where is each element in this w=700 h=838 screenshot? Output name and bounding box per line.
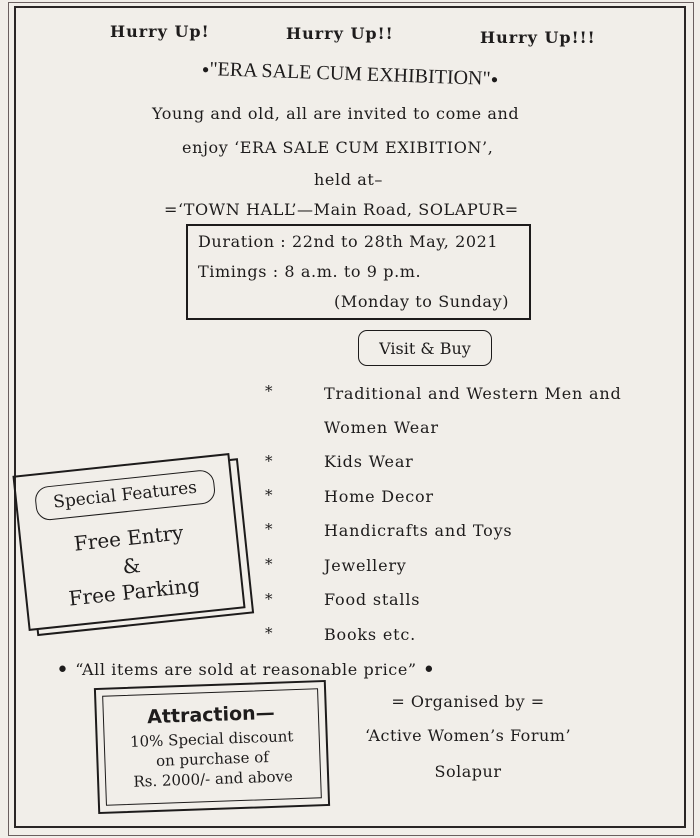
free-entry-text: Free Entry (72, 520, 185, 556)
free-parking-text: Free Parking (67, 572, 201, 611)
venue-line: =‘TOWN HALL’—Main Road, SOLAPUR= (164, 200, 519, 219)
list-bullet-icon: * (265, 486, 273, 504)
hurry-up-1: Hurry Up! (110, 22, 210, 41)
list-bullet-icon: * (265, 590, 273, 608)
organised-by-label: = Organised by = (391, 692, 545, 711)
intro-line-1: Young and old, all are invited to come and (152, 104, 520, 123)
list-item: Traditional and Western Men and (324, 384, 622, 403)
list-bullet-icon: * (265, 555, 273, 573)
special-features-card (12, 453, 245, 631)
attraction-box (94, 680, 330, 814)
attraction-heading: Attraction— (146, 701, 275, 729)
attraction-line-1: 10% Special discount (129, 727, 294, 751)
list-item: Jewellery (324, 556, 407, 575)
list-item: Home Decor (324, 487, 434, 506)
ampersand-text: & (121, 553, 142, 579)
hurry-up-2: Hurry Up!! (286, 24, 394, 43)
list-bullet-icon: * (265, 624, 273, 642)
list-bullet-icon: * (265, 382, 273, 400)
attraction-line-3: Rs. 2000/- and above (133, 767, 294, 791)
bullet-dot-icon: • (56, 658, 70, 683)
organiser-name: ‘Active Women’s Forum’ (364, 726, 572, 745)
list-item: Kids Wear (324, 452, 414, 471)
visit-and-buy-label: Visit & Buy (358, 330, 492, 366)
list-bullet-icon: * (265, 520, 273, 538)
bullet-dot-icon: • (201, 56, 210, 83)
price-note (56, 658, 436, 683)
hurry-up-3: Hurry Up!!! (480, 28, 596, 47)
list-bullet-icon: * (265, 452, 273, 470)
attraction-line-2: on purchase of (155, 748, 270, 770)
bullet-dot-icon: • (422, 658, 436, 683)
days-text: (Monday to Sunday) (334, 292, 510, 311)
schedule-box (186, 224, 531, 320)
duration-text: Duration : 22nd to 28th May, 2021 (198, 232, 499, 251)
list-item: Handicrafts and Toys (324, 521, 513, 540)
list-item: Food stalls (324, 590, 421, 609)
title-text: "ERA SALE CUM EXHIBITION" (209, 58, 491, 90)
organiser-city: Solapur (434, 762, 502, 781)
intro-line-2: enjoy ‘ERA SALE CUM EXIBITION’, (182, 138, 494, 157)
intro-line-3: held at– (314, 170, 383, 189)
special-features-heading: Special Features (34, 469, 217, 522)
list-item: Books etc. (324, 625, 416, 644)
price-note-text: “All items are sold at reasonable price” (75, 660, 417, 679)
timings-text: Timings : 8 a.m. to 9 p.m. (198, 262, 422, 281)
bullet-dot-icon: • (490, 66, 499, 93)
list-item: Women Wear (324, 418, 439, 437)
